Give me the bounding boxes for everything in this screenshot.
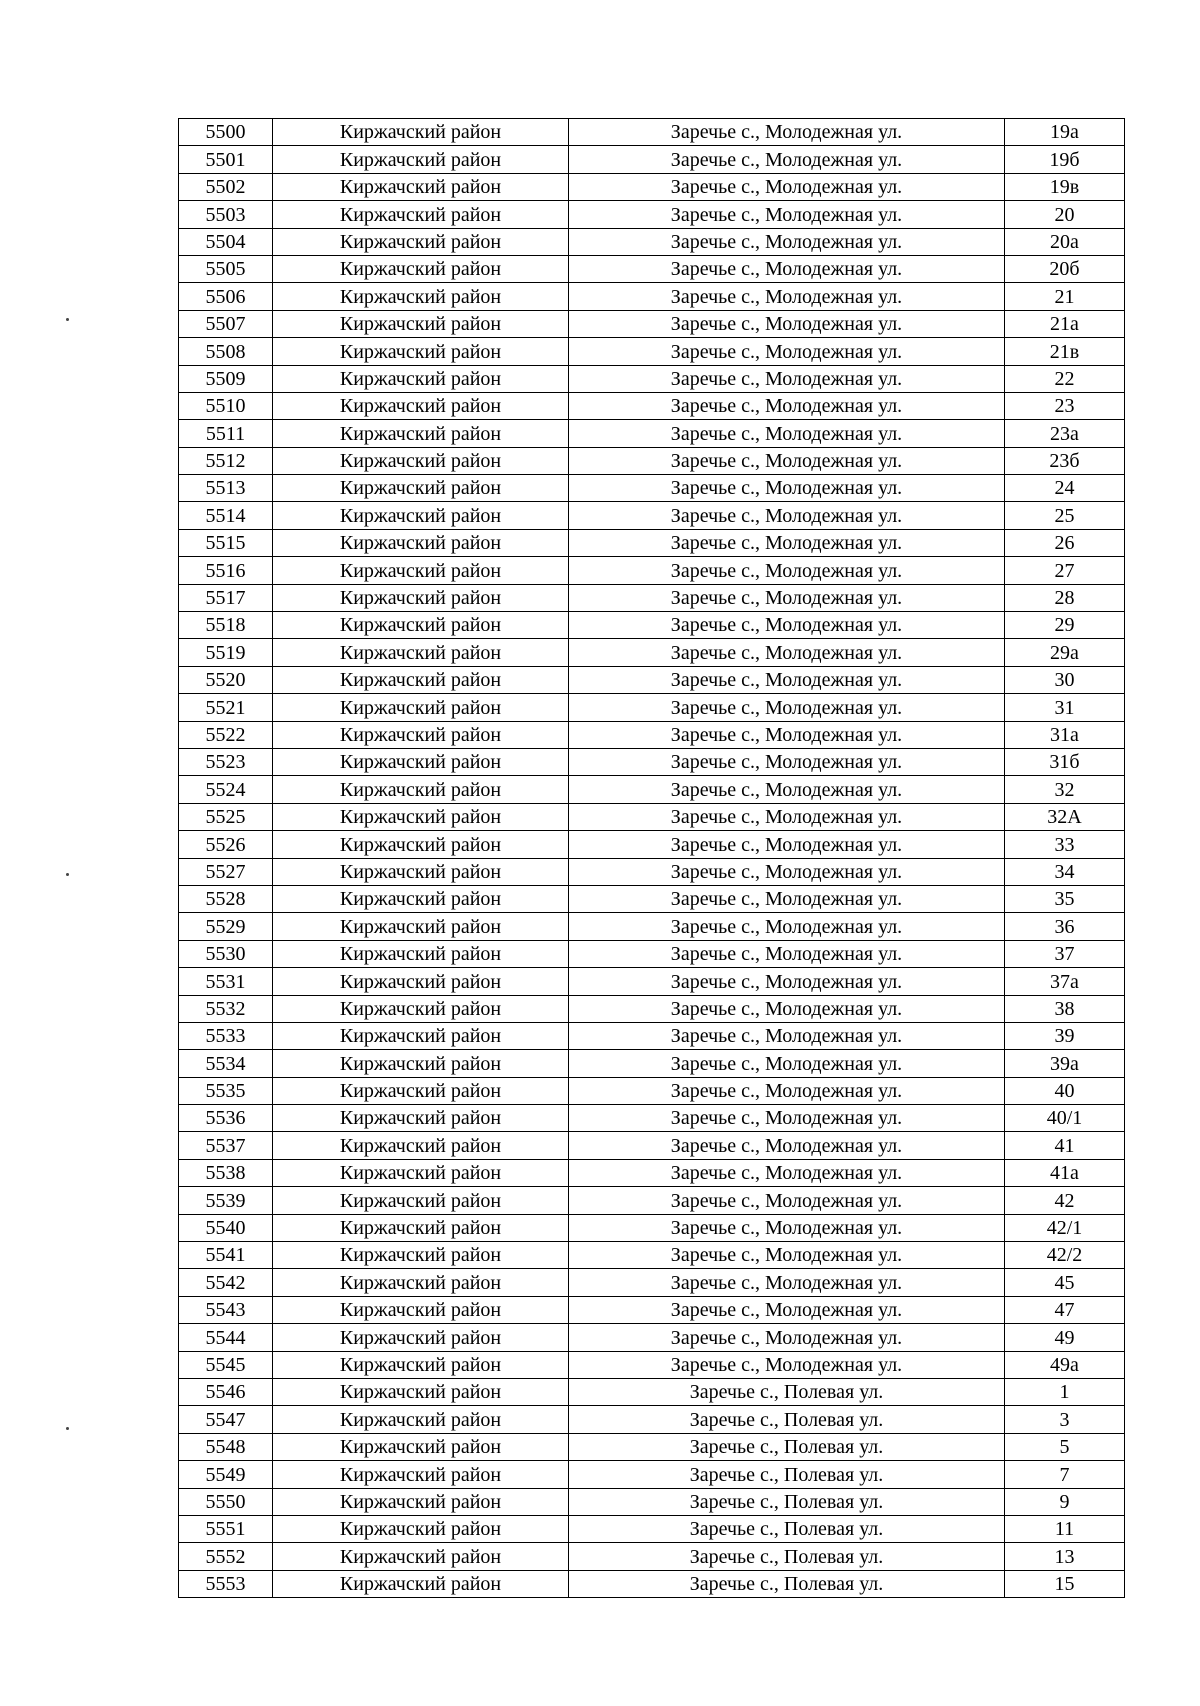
house-number-cell: 41а <box>1005 1159 1125 1186</box>
district-cell: Киржачский район <box>273 392 569 419</box>
district-cell: Киржачский район <box>273 310 569 337</box>
table-row <box>179 1077 1125 1104</box>
table-row <box>179 694 1125 721</box>
district-cell: Киржачский район <box>273 1077 569 1104</box>
address-cell: Заречье с., Молодежная ул. <box>569 475 1005 502</box>
address-cell: Заречье с., Молодежная ул. <box>569 748 1005 775</box>
house-number-cell: 21а <box>1005 310 1125 337</box>
table-row <box>179 940 1125 967</box>
row-number-cell: 5533 <box>179 1022 273 1049</box>
district-cell: Киржачский район <box>273 1242 569 1269</box>
row-number-cell: 5550 <box>179 1488 273 1515</box>
house-number-cell: 40/1 <box>1005 1105 1125 1132</box>
district-cell: Киржачский район <box>273 255 569 282</box>
table-row <box>179 1022 1125 1049</box>
table-row <box>179 1050 1125 1077</box>
row-number-cell: 5523 <box>179 748 273 775</box>
district-cell: Киржачский район <box>273 721 569 748</box>
table-row <box>179 639 1125 666</box>
address-cell: Заречье с., Молодежная ул. <box>569 858 1005 885</box>
district-cell: Киржачский район <box>273 119 569 146</box>
row-number-cell: 5535 <box>179 1077 273 1104</box>
table-row <box>179 968 1125 995</box>
house-number-cell: 26 <box>1005 529 1125 556</box>
address-registry-table <box>178 118 1125 1598</box>
district-cell: Киржачский район <box>273 1543 569 1570</box>
table-row <box>179 1433 1125 1460</box>
table-row <box>179 475 1125 502</box>
table-row <box>179 721 1125 748</box>
house-number-cell: 34 <box>1005 858 1125 885</box>
district-cell: Киржачский район <box>273 831 569 858</box>
address-cell: Заречье с., Полевая ул. <box>569 1543 1005 1570</box>
address-cell: Заречье с., Молодежная ул. <box>569 255 1005 282</box>
table-row <box>179 255 1125 282</box>
district-cell: Киржачский район <box>273 1515 569 1542</box>
address-cell: Заречье с., Молодежная ул. <box>569 557 1005 584</box>
house-number-cell: 27 <box>1005 557 1125 584</box>
address-cell: Заречье с., Полевая ул. <box>569 1488 1005 1515</box>
address-cell: Заречье с., Молодежная ул. <box>569 1187 1005 1214</box>
house-number-cell: 31а <box>1005 721 1125 748</box>
table-row <box>179 748 1125 775</box>
district-cell: Киржачский район <box>273 228 569 255</box>
scan-speck <box>66 873 69 876</box>
address-cell: Заречье с., Молодежная ул. <box>569 447 1005 474</box>
address-cell: Заречье с., Молодежная ул. <box>569 776 1005 803</box>
row-number-cell: 5545 <box>179 1351 273 1378</box>
row-number-cell: 5538 <box>179 1159 273 1186</box>
district-cell: Киржачский район <box>273 1050 569 1077</box>
row-number-cell: 5507 <box>179 310 273 337</box>
table-row <box>179 803 1125 830</box>
address-cell: Заречье с., Молодежная ул. <box>569 119 1005 146</box>
address-cell: Заречье с., Молодежная ул. <box>569 1050 1005 1077</box>
address-cell: Заречье с., Молодежная ул. <box>569 831 1005 858</box>
row-number-cell: 5549 <box>179 1461 273 1488</box>
address-cell: Заречье с., Полевая ул. <box>569 1515 1005 1542</box>
address-cell: Заречье с., Молодежная ул. <box>569 885 1005 912</box>
address-cell: Заречье с., Молодежная ул. <box>569 694 1005 721</box>
row-number-cell: 5544 <box>179 1324 273 1351</box>
house-number-cell: 40 <box>1005 1077 1125 1104</box>
address-cell: Заречье с., Молодежная ул. <box>569 666 1005 693</box>
scan-speck <box>66 1427 69 1430</box>
row-number-cell: 5508 <box>179 338 273 365</box>
table-row <box>179 1351 1125 1378</box>
row-number-cell: 5501 <box>179 146 273 173</box>
table-row <box>179 913 1125 940</box>
district-cell: Киржачский район <box>273 666 569 693</box>
district-cell: Киржачский район <box>273 694 569 721</box>
address-cell: Заречье с., Молодежная ул. <box>569 392 1005 419</box>
address-cell: Заречье с., Молодежная ул. <box>569 1105 1005 1132</box>
row-number-cell: 5516 <box>179 557 273 584</box>
house-number-cell: 39 <box>1005 1022 1125 1049</box>
table-row <box>179 365 1125 392</box>
row-number-cell: 5504 <box>179 228 273 255</box>
house-number-cell: 29 <box>1005 612 1125 639</box>
district-cell: Киржачский район <box>273 1296 569 1323</box>
table-row <box>179 995 1125 1022</box>
table-row <box>179 584 1125 611</box>
house-number-cell: 37 <box>1005 940 1125 967</box>
address-cell: Заречье с., Молодежная ул. <box>569 612 1005 639</box>
district-cell: Киржачский район <box>273 995 569 1022</box>
district-cell: Киржачский район <box>273 283 569 310</box>
house-number-cell: 20б <box>1005 255 1125 282</box>
district-cell: Киржачский район <box>273 1570 569 1597</box>
table-row <box>179 1488 1125 1515</box>
house-number-cell: 20 <box>1005 201 1125 228</box>
row-number-cell: 5527 <box>179 858 273 885</box>
row-number-cell: 5515 <box>179 529 273 556</box>
house-number-cell: 29а <box>1005 639 1125 666</box>
address-cell: Заречье с., Молодежная ул. <box>569 721 1005 748</box>
row-number-cell: 5534 <box>179 1050 273 1077</box>
house-number-cell: 21 <box>1005 283 1125 310</box>
house-number-cell: 38 <box>1005 995 1125 1022</box>
address-cell: Заречье с., Молодежная ул. <box>569 310 1005 337</box>
table-row <box>179 1269 1125 1296</box>
house-number-cell: 9 <box>1005 1488 1125 1515</box>
address-cell: Заречье с., Молодежная ул. <box>569 365 1005 392</box>
table-row <box>179 885 1125 912</box>
row-number-cell: 5502 <box>179 173 273 200</box>
district-cell: Киржачский район <box>273 1269 569 1296</box>
row-number-cell: 5521 <box>179 694 273 721</box>
house-number-cell: 42/2 <box>1005 1242 1125 1269</box>
district-cell: Киржачский район <box>273 1488 569 1515</box>
table-row <box>179 858 1125 885</box>
district-cell: Киржачский район <box>273 420 569 447</box>
house-number-cell: 5 <box>1005 1433 1125 1460</box>
district-cell: Киржачский район <box>273 748 569 775</box>
address-cell: Заречье с., Полевая ул. <box>569 1406 1005 1433</box>
table-row <box>179 1378 1125 1405</box>
address-cell: Заречье с., Полевая ул. <box>569 1461 1005 1488</box>
district-cell: Киржачский район <box>273 776 569 803</box>
row-number-cell: 5514 <box>179 502 273 529</box>
house-number-cell: 41 <box>1005 1132 1125 1159</box>
house-number-cell: 30 <box>1005 666 1125 693</box>
house-number-cell: 23а <box>1005 420 1125 447</box>
address-cell: Заречье с., Молодежная ул. <box>569 1324 1005 1351</box>
table-row <box>179 201 1125 228</box>
row-number-cell: 5522 <box>179 721 273 748</box>
district-cell: Киржачский район <box>273 968 569 995</box>
address-cell: Заречье с., Молодежная ул. <box>569 1242 1005 1269</box>
row-number-cell: 5548 <box>179 1433 273 1460</box>
row-number-cell: 5528 <box>179 885 273 912</box>
row-number-cell: 5547 <box>179 1406 273 1433</box>
district-cell: Киржачский район <box>273 1406 569 1433</box>
row-number-cell: 5539 <box>179 1187 273 1214</box>
address-cell: Заречье с., Молодежная ул. <box>569 228 1005 255</box>
address-cell: Заречье с., Полевая ул. <box>569 1433 1005 1460</box>
address-cell: Заречье с., Молодежная ул. <box>569 1022 1005 1049</box>
house-number-cell: 32 <box>1005 776 1125 803</box>
address-cell: Заречье с., Молодежная ул. <box>569 146 1005 173</box>
table-row <box>179 1105 1125 1132</box>
address-cell: Заречье с., Молодежная ул. <box>569 1214 1005 1241</box>
district-cell: Киржачский район <box>273 173 569 200</box>
district-cell: Киржачский район <box>273 940 569 967</box>
house-number-cell: 1 <box>1005 1378 1125 1405</box>
address-cell: Заречье с., Молодежная ул. <box>569 338 1005 365</box>
district-cell: Киржачский район <box>273 858 569 885</box>
row-number-cell: 5541 <box>179 1242 273 1269</box>
table-row <box>179 1543 1125 1570</box>
district-cell: Киржачский район <box>273 1105 569 1132</box>
house-number-cell: 28 <box>1005 584 1125 611</box>
table-row <box>179 1515 1125 1542</box>
table-row <box>179 283 1125 310</box>
district-cell: Киржачский район <box>273 1433 569 1460</box>
row-number-cell: 5546 <box>179 1378 273 1405</box>
row-number-cell: 5520 <box>179 666 273 693</box>
district-cell: Киржачский район <box>273 1022 569 1049</box>
row-number-cell: 5537 <box>179 1132 273 1159</box>
table-row <box>179 1132 1125 1159</box>
table-row <box>179 776 1125 803</box>
table-row <box>179 1324 1125 1351</box>
address-cell: Заречье с., Молодежная ул. <box>569 803 1005 830</box>
house-number-cell: 15 <box>1005 1570 1125 1597</box>
registry-body <box>179 119 1125 1598</box>
address-cell: Заречье с., Полевая ул. <box>569 1570 1005 1597</box>
house-number-cell: 45 <box>1005 1269 1125 1296</box>
row-number-cell: 5512 <box>179 447 273 474</box>
house-number-cell: 42/1 <box>1005 1214 1125 1241</box>
table-row <box>179 529 1125 556</box>
house-number-cell: 25 <box>1005 502 1125 529</box>
row-number-cell: 5505 <box>179 255 273 282</box>
table-row <box>179 1242 1125 1269</box>
scan-speck <box>66 318 69 321</box>
row-number-cell: 5531 <box>179 968 273 995</box>
address-cell: Заречье с., Молодежная ул. <box>569 1159 1005 1186</box>
table-row <box>179 338 1125 365</box>
house-number-cell: 49а <box>1005 1351 1125 1378</box>
address-cell: Заречье с., Молодежная ул. <box>569 1269 1005 1296</box>
table-row <box>179 831 1125 858</box>
table-row <box>179 1187 1125 1214</box>
row-number-cell: 5530 <box>179 940 273 967</box>
house-number-cell: 37а <box>1005 968 1125 995</box>
row-number-cell: 5536 <box>179 1105 273 1132</box>
house-number-cell: 23б <box>1005 447 1125 474</box>
address-cell: Заречье с., Полевая ул. <box>569 1378 1005 1405</box>
address-cell: Заречье с., Молодежная ул. <box>569 940 1005 967</box>
house-number-cell: 39а <box>1005 1050 1125 1077</box>
address-cell: Заречье с., Молодежная ул. <box>569 201 1005 228</box>
row-number-cell: 5540 <box>179 1214 273 1241</box>
district-cell: Киржачский район <box>273 885 569 912</box>
address-cell: Заречье с., Молодежная ул. <box>569 995 1005 1022</box>
table-row <box>179 119 1125 146</box>
district-cell: Киржачский район <box>273 447 569 474</box>
address-cell: Заречье с., Молодежная ул. <box>569 502 1005 529</box>
row-number-cell: 5529 <box>179 913 273 940</box>
house-number-cell: 42 <box>1005 1187 1125 1214</box>
row-number-cell: 5506 <box>179 283 273 310</box>
house-number-cell: 22 <box>1005 365 1125 392</box>
house-number-cell: 47 <box>1005 1296 1125 1323</box>
house-number-cell: 13 <box>1005 1543 1125 1570</box>
address-cell: Заречье с., Молодежная ул. <box>569 420 1005 447</box>
district-cell: Киржачский район <box>273 201 569 228</box>
house-number-cell: 35 <box>1005 885 1125 912</box>
row-number-cell: 5517 <box>179 584 273 611</box>
district-cell: Киржачский район <box>273 913 569 940</box>
row-number-cell: 5553 <box>179 1570 273 1597</box>
row-number-cell: 5510 <box>179 392 273 419</box>
table-row <box>179 502 1125 529</box>
house-number-cell: 32А <box>1005 803 1125 830</box>
table-row <box>179 1570 1125 1597</box>
district-cell: Киржачский район <box>273 365 569 392</box>
row-number-cell: 5500 <box>179 119 273 146</box>
house-number-cell: 20а <box>1005 228 1125 255</box>
row-number-cell: 5511 <box>179 420 273 447</box>
row-number-cell: 5503 <box>179 201 273 228</box>
address-cell: Заречье с., Молодежная ул. <box>569 968 1005 995</box>
district-cell: Киржачский район <box>273 338 569 365</box>
row-number-cell: 5518 <box>179 612 273 639</box>
table-row <box>179 447 1125 474</box>
district-cell: Киржачский район <box>273 1132 569 1159</box>
address-cell: Заречье с., Молодежная ул. <box>569 1077 1005 1104</box>
row-number-cell: 5551 <box>179 1515 273 1542</box>
table-row <box>179 1296 1125 1323</box>
district-cell: Киржачский район <box>273 557 569 584</box>
row-number-cell: 5524 <box>179 776 273 803</box>
address-cell: Заречье с., Молодежная ул. <box>569 1296 1005 1323</box>
row-number-cell: 5552 <box>179 1543 273 1570</box>
district-cell: Киржачский район <box>273 502 569 529</box>
address-cell: Заречье с., Молодежная ул. <box>569 1132 1005 1159</box>
house-number-cell: 49 <box>1005 1324 1125 1351</box>
table-row <box>179 420 1125 447</box>
table-row <box>179 1461 1125 1488</box>
row-number-cell: 5542 <box>179 1269 273 1296</box>
address-cell: Заречье с., Молодежная ул. <box>569 1351 1005 1378</box>
house-number-cell: 19в <box>1005 173 1125 200</box>
house-number-cell: 19а <box>1005 119 1125 146</box>
row-number-cell: 5519 <box>179 639 273 666</box>
district-cell: Киржачский район <box>273 1159 569 1186</box>
district-cell: Киржачский район <box>273 1214 569 1241</box>
district-cell: Киржачский район <box>273 1351 569 1378</box>
district-cell: Киржачский район <box>273 146 569 173</box>
table-row <box>179 146 1125 173</box>
house-number-cell: 23 <box>1005 392 1125 419</box>
district-cell: Киржачский район <box>273 584 569 611</box>
address-cell: Заречье с., Молодежная ул. <box>569 913 1005 940</box>
row-number-cell: 5532 <box>179 995 273 1022</box>
house-number-cell: 36 <box>1005 913 1125 940</box>
table-row <box>179 173 1125 200</box>
district-cell: Киржачский район <box>273 612 569 639</box>
row-number-cell: 5509 <box>179 365 273 392</box>
table-row <box>179 1406 1125 1433</box>
house-number-cell: 31б <box>1005 748 1125 775</box>
table-row <box>179 228 1125 255</box>
address-cell: Заречье с., Молодежная ул. <box>569 639 1005 666</box>
district-cell: Киржачский район <box>273 1378 569 1405</box>
house-number-cell: 7 <box>1005 1461 1125 1488</box>
table-row <box>179 612 1125 639</box>
address-cell: Заречье с., Молодежная ул. <box>569 584 1005 611</box>
house-number-cell: 24 <box>1005 475 1125 502</box>
house-number-cell: 3 <box>1005 1406 1125 1433</box>
table-row <box>179 310 1125 337</box>
table-row <box>179 557 1125 584</box>
table-row <box>179 392 1125 419</box>
district-cell: Киржачский район <box>273 803 569 830</box>
district-cell: Киржачский район <box>273 639 569 666</box>
district-cell: Киржачский район <box>273 1461 569 1488</box>
address-cell: Заречье с., Молодежная ул. <box>569 529 1005 556</box>
row-number-cell: 5525 <box>179 803 273 830</box>
house-number-cell: 21в <box>1005 338 1125 365</box>
address-cell: Заречье с., Молодежная ул. <box>569 173 1005 200</box>
row-number-cell: 5543 <box>179 1296 273 1323</box>
house-number-cell: 11 <box>1005 1515 1125 1542</box>
table-row <box>179 666 1125 693</box>
district-cell: Киржачский район <box>273 529 569 556</box>
row-number-cell: 5526 <box>179 831 273 858</box>
house-number-cell: 33 <box>1005 831 1125 858</box>
table-row <box>179 1214 1125 1241</box>
district-cell: Киржачский район <box>273 1187 569 1214</box>
row-number-cell: 5513 <box>179 475 273 502</box>
address-cell: Заречье с., Молодежная ул. <box>569 283 1005 310</box>
house-number-cell: 31 <box>1005 694 1125 721</box>
house-number-cell: 19б <box>1005 146 1125 173</box>
district-cell: Киржачский район <box>273 475 569 502</box>
district-cell: Киржачский район <box>273 1324 569 1351</box>
table-row <box>179 1159 1125 1186</box>
